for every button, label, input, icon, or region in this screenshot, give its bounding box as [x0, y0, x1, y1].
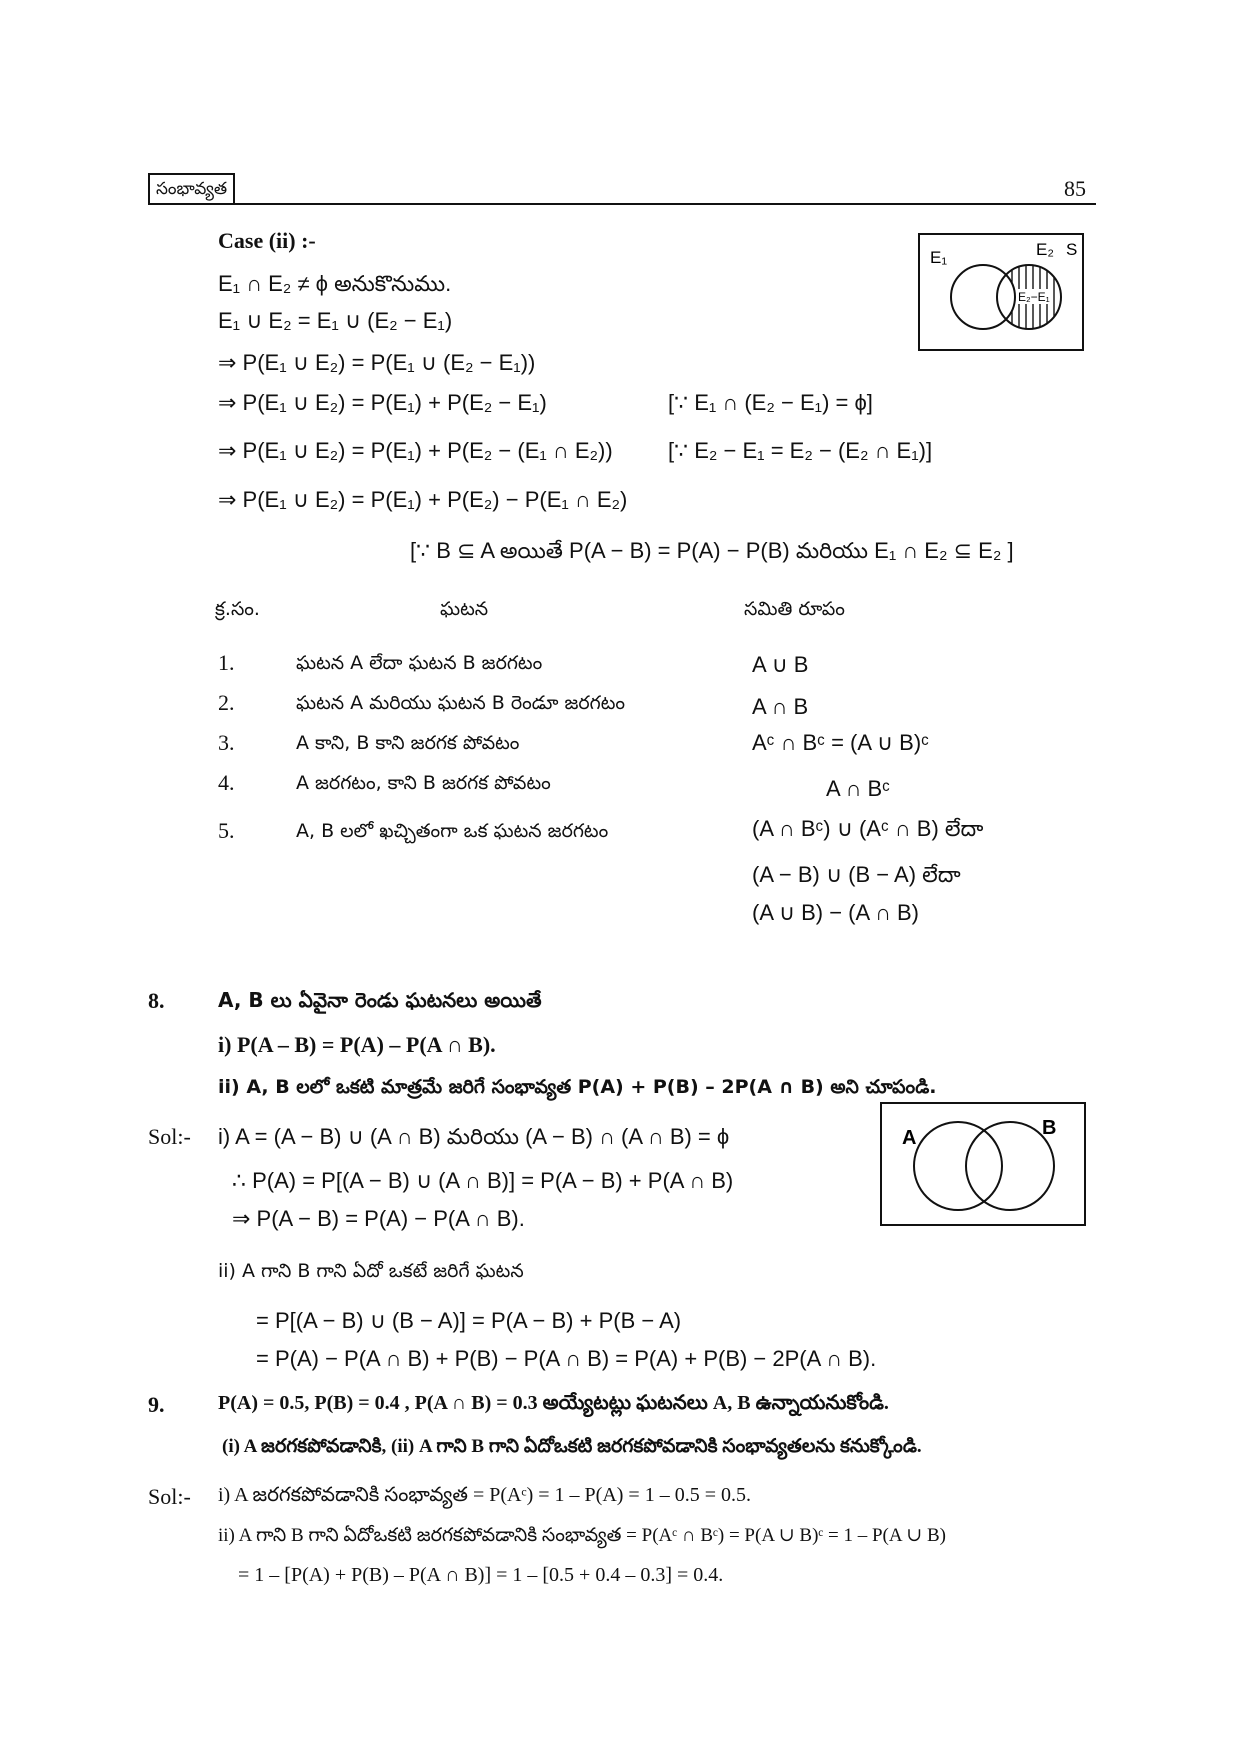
table-row-set: A ∩ Bᶜ — [826, 776, 890, 801]
question-stem: P(A) = 0.5, P(B) = 0.4 , P(A ∩ B) = 0.3 అయ్యేటట్లు ఘటనలు A, B ఉన్నాయనుకోండి. — [218, 1392, 889, 1414]
solution-line: i) A = (A − B) ∪ (A ∩ B) మరియు (A − B) ∩ (A ∩ B) = ϕ — [218, 1124, 730, 1149]
solution-label: Sol:- — [148, 1124, 191, 1149]
case-line-5: ⇒ P(E₁ ∪ E₂) = P(E₁) + P(E₂ − (E₁ ∩ E₂)) — [218, 438, 613, 463]
question-stem-2: (i) A జరగకపోవడానికి, (ii) A గాని B గాని ఏదోఒకటి జరగకపోవడానికి సంభావ్యతలను కనుక్కోండి. — [222, 1436, 922, 1457]
chapter-title: సంభావ్యత — [148, 173, 235, 205]
table-row-set: (A − B) ∪ (B − A) లేదా — [752, 862, 961, 887]
header-rule — [148, 203, 1096, 205]
case-line-2: E₁ ∪ E₂ = E₁ ∪ (E₂ − E₁) — [218, 308, 453, 333]
solution-line: ∴ P(A) = P[(A − B) ∪ (A ∩ B)] = P(A − B) + P(A ∩ B) — [232, 1168, 734, 1193]
question-stem: A, B లు ఏవైనా రెండు ఘటనలు అయితే — [218, 988, 542, 1012]
solution-line: = P(A) − P(A ∩ B) + P(B) − P(A ∩ B) = P(A) + P(B) − 2P(A ∩ B). — [256, 1346, 877, 1371]
table-header-set: సమితి రూపం — [744, 598, 845, 620]
circle-a — [914, 1122, 1002, 1210]
case-note: [∵ B ⊆ A అయితే P(A − B) = P(A) − P(B) మరియు E₁ ∩ E₂ ⊆ E₂ ] — [410, 538, 1014, 563]
table-row-event: A కాని, B కాని జరగక పోవటం — [296, 732, 520, 754]
case-line-6: ⇒ P(E₁ ∪ E₂) = P(E₁) + P(E₂) − P(E₁ ∩ E₂) — [218, 487, 628, 512]
table-row-num: 5. — [218, 818, 235, 843]
table-row-event: A, B లలో ఖచ్చితంగా ఒక ఘటన జరగటం — [296, 820, 609, 842]
table-row-event: A జరగటం, కాని B జరగక పోవటం — [296, 772, 551, 794]
question-number: 9. — [148, 1392, 165, 1417]
label-e1: E₁ — [930, 248, 948, 267]
case-line-3: ⇒ P(E₁ ∪ E₂) = P(E₁ ∪ (E₂ − E₁)) — [218, 350, 536, 375]
venn-diagram-e1-e2 — [918, 233, 1084, 351]
table-row-set: Aᶜ ∩ Bᶜ = (A ∪ B)ᶜ — [752, 730, 929, 755]
case-line-1: E₁ ∩ E₂ ≠ ϕ అనుకొనుము. — [218, 271, 452, 296]
table-row-set: (A ∩ Bᶜ) ∪ (Aᶜ ∩ B) లేదా — [752, 816, 984, 841]
solution-line: ⇒ P(A − B) = P(A) − P(A ∩ B). — [232, 1206, 525, 1231]
solution-line: i) A జరగకపోవడానికి సంభావ్యత = P(Aᶜ) = 1 – P(A) = 1 – 0.5 = 0.5. — [218, 1484, 751, 1506]
table-row-set: A ∪ B — [752, 652, 809, 677]
venn-diagram-a-b — [880, 1102, 1086, 1226]
question-part-2: ii) A, B లలో ఒకటి మాత్రమే జరిగే సంభావ్యత P(A) + P(B) – 2P(A ∩ B) అని చూపండి. — [218, 1076, 937, 1098]
solution-line: = P[(A − B) ∪ (B − A)] = P(A − B) + P(B − A) — [256, 1308, 682, 1333]
circle-b — [966, 1122, 1054, 1210]
table-row-set: (A ∪ B) − (A ∩ B) — [752, 900, 920, 925]
case-reason-2: [∵ E₂ − E₁ = E₂ − (E₂ ∩ E₁)] — [668, 438, 933, 463]
table-header-num: క్ర.సం. — [215, 598, 260, 620]
solution-label: Sol:- — [148, 1484, 191, 1509]
label-a: A — [902, 1127, 917, 1149]
solution-line: ii) A గాని B గాని ఏదో ఒకటే జరిగే ఘటన — [218, 1260, 524, 1282]
table-row-event: ఘటన A మరియు ఘటన B రెండూ జరగటం — [296, 692, 626, 714]
case-title: Case (ii) :- — [218, 228, 316, 253]
question-number: 8. — [148, 988, 165, 1013]
solution-line: ii) A గాని B గాని ఏదోఒకటి జరగకపోవడానికి సంభావ్యత = P(Aᶜ ∩ Bᶜ) = P(A ∪ B)ᶜ = 1 – P(A ∪ B) — [218, 1525, 946, 1546]
case-reason-1: [∵ E₁ ∩ (E₂ − E₁) = ϕ] — [668, 390, 873, 415]
label-s: S — [1066, 240, 1078, 259]
case-line-4: ⇒ P(E₁ ∪ E₂) = P(E₁) + P(E₂ − E₁) — [218, 390, 547, 415]
table-row-event: ఘటన A లేదా ఘటన B జరగటం — [296, 652, 543, 674]
page-number: 85 — [1064, 176, 1086, 201]
label-b: B — [1042, 1117, 1057, 1139]
table-row-num: 3. — [218, 730, 235, 755]
label-e2: E₂ — [1036, 240, 1054, 259]
label-e2-minus-e1: E₂−E₁ — [1018, 290, 1050, 304]
table-row-num: 2. — [218, 690, 235, 715]
table-header-event: ఘటన — [440, 598, 489, 620]
solution-line: = 1 – [P(A) + P(B) – P(A ∩ B)] = 1 – [0.5 + 0.4 – 0.3] = 0.4. — [238, 1564, 724, 1586]
table-row-num: 4. — [218, 770, 235, 795]
table-row-set: A ∩ B — [752, 694, 809, 719]
question-part-1: i) P(A – B) = P(A) – P(A ∩ B). — [218, 1032, 496, 1057]
table-row-num: 1. — [218, 650, 235, 675]
